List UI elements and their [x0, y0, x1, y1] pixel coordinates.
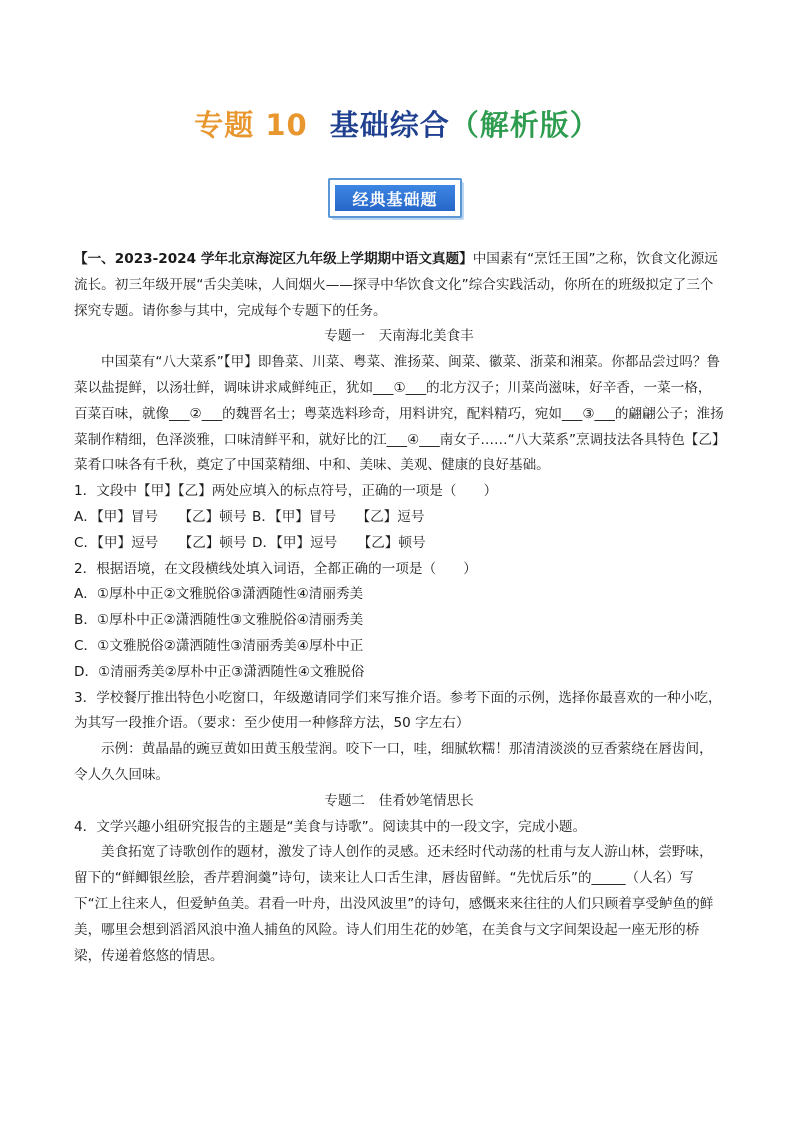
q1-options-row-2: [74, 531, 724, 557]
q1-option-b: B．【甲】冒号 【乙】逗号: [252, 508, 425, 525]
q2-option-a: A．①厚朴中正②文雅脱俗③潇洒随性④清丽秀美: [74, 586, 364, 603]
q3-example: 示例：黄晶晶的豌豆黄如田黄玉般莹润。咬下一口，哇，细腻软糯！那清清淡淡的豆香萦绕在唇齿间，令人久久回味。: [74, 741, 713, 783]
q1-option-d: D．【甲】逗号 【乙】顿号: [252, 534, 426, 551]
q2-option-d: D．①清丽秀美②厚朴中正③潇洒随性④文雅脱俗: [74, 663, 365, 680]
q2-option-b: B．①厚朴中正②潇洒随性③文雅脱俗④清丽秀美: [74, 612, 364, 629]
badge-frame: [328, 178, 462, 218]
intro-paragraph: [74, 247, 724, 324]
question-source: 【一、2023-2024 学年北京海淀区九年级上学期期中语文真题】: [74, 251, 473, 267]
q1-options-row-1: [74, 505, 724, 531]
q1-option-a: A．【甲】冒号 【乙】顿号: [74, 508, 247, 525]
question-2: 2．根据语境，在文段横线处填入词语，全都正确的一项是（ ）: [74, 560, 477, 577]
section-badge: [328, 178, 464, 220]
page-title: [0, 103, 794, 144]
q1-option-c: C．【甲】逗号 【乙】顿号: [74, 534, 247, 551]
topic1-heading: 专题一 天南海北美食丰: [324, 328, 474, 345]
topic2-passage: 美食拓宽了诗歌创作的题材，激发了诗人创作的灵感。还未经时代动荡的杜甫与友人游山林，尝野味，留下的“鲜鲫银丝脍，香芹碧涧羹”诗句，读来让人口舌生津，唇齿留鲜。“先忧后乐”的_____（人名）写下“江上往来人，但爱鲈鱼美。君看一叶舟，出没风波里”的诗句，感慨来来往往的人们只顾着享受鲈鱼的鲜美，哪里会想到滔滔风浪中渔人捕鱼的风险。诗人们用生花的妙笔，在美食与文字间架设起一座无形的桥梁，传递着悠悠的情思。: [74, 844, 714, 964]
question-1: 1．文段中【甲】【乙】两处应填入的标点符号，正确的一项是（ ）: [74, 483, 498, 500]
question-3: 3．学校餐厅推出特色小吃窗口，年级邀请同学们来写推介语。参考下面的示例，选择你最喜欢的一种小吃，为其写一段推介语。（要求：至少使用一种修辞方法，50 字左右）: [74, 689, 722, 732]
badge-label: 经典基础题: [335, 185, 455, 211]
topic2-heading: 专题二 佳肴妙笔情思长: [324, 792, 474, 809]
document-body: [74, 247, 724, 969]
title-subject: 基础综合: [329, 108, 450, 142]
question-4: 4．文学兴趣小组研究报告的主题是“美食与诗歌”。阅读其中的一段文字，完成小题。: [74, 818, 587, 835]
q2-option-c: C．①文雅脱俗②潇洒随性③清丽秀美④厚朴中正: [74, 637, 364, 654]
title-edition: （解析版）: [449, 108, 600, 142]
topic1-passage: 中国菜有“八大菜系”【甲】即鲁菜、川菜、粤菜、淮扬菜、闽菜、徽菜、浙菜和湘菜。你都品尝过吗？鲁菜以盐提鲜，以汤壮鲜，调味讲求咸鲜纯正，犹如___①___的北方汉子；川菜尚滋味，好辛香，一菜一格，百菜百味，就像___②___的魏晋名士；粤菜选料珍奇，用料讲究，配料精巧，宛如___③___的翩翩公子；淮扬菜制作精细，色泽淡雅，口味清鲜平和，就好比的江___④___南女子……“八大菜系”烹调技法各具特色【乙】菜肴口味各有千秋，奠定了中国菜精细、中和、美味、美观、健康的良好基础。: [74, 354, 724, 474]
title-topic-number: 专题 10: [194, 108, 308, 142]
intro-text: 中国素有“烹饪王国”之称，饮食文化源远流长。初三年级开展“舌尖美味，人间烟火——探寻中华饮食文化”综合实践活动，你所在的班级拟定了三个探究专题。请你参与其中，完成每个专题下的任务。: [74, 251, 718, 319]
